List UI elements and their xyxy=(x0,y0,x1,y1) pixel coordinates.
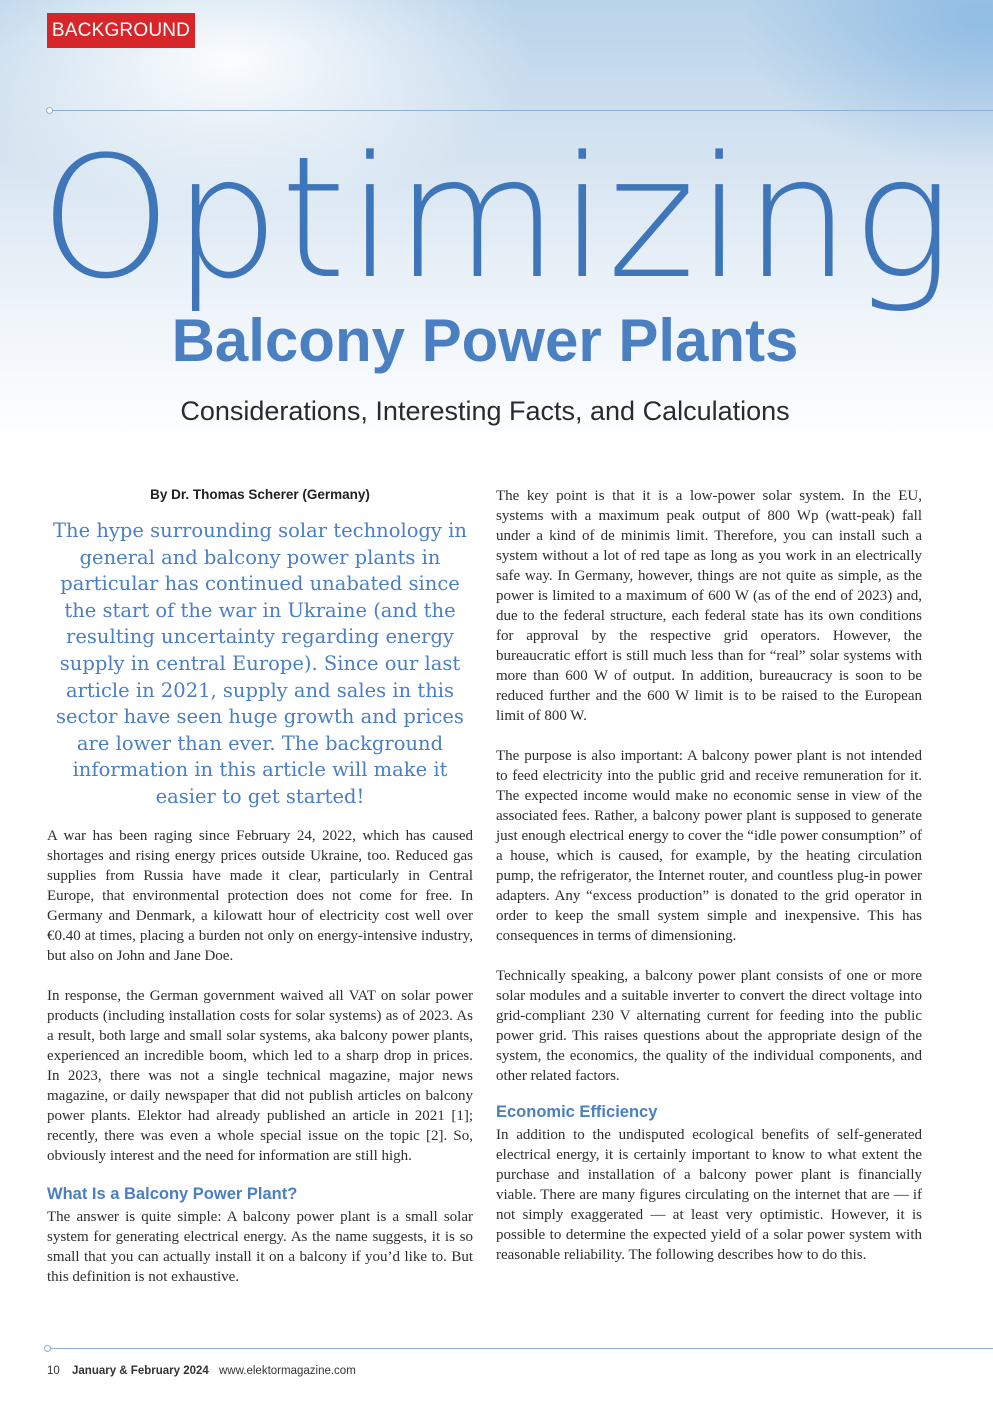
body-paragraph: The answer is quite simple: A balcony power plant is a small solar system for generating electrical energy. As the name suggests, it is so small that you can actually install it on a balcony if you’d like to. But this definition is not exhaustive. xyxy=(47,1209,473,1285)
body-paragraph: The key point is that it is a low-power solar system. In the EU, systems with a maximum peak output of 800 Wp (watt-peak) fall under a kind of de minimis limit. Therefore, you can install such a system without a lot of red tape as long as you work in an electrically safe way. In Germany, however, things are not quite as simple, as the power is limited to a maximum of 600 W (as of the end of 2023) and, due to the federal structure, each federal state has its own conditions for approval by the respective grid operators. However, the bureaucratic effort is still much less than for “real” solar systems with more than 600 W of output. In addition, bureaucracy is soon to be reduced further and the 600 W limit is to be raised to the European limit of 800 W. xyxy=(496,488,922,724)
body-paragraph: A war has been raging since February 24, 2022, which has caused shortages and rising energy prices outside Ukraine, too. Reduced gas supplies from Russia have made it clear, particularly in Central Europe, that environmental protection does not come for free. In Germany and Denmark, a kilowatt hour of electricity cost well over €0.40 at times, placing a burden not only on energy-intensive industry, but also on John and Jane Doe. xyxy=(47,828,473,964)
byline: By Dr. Thomas Scherer (Germany) xyxy=(150,487,370,502)
right-column xyxy=(496,486,922,1265)
left-column xyxy=(47,826,473,1287)
title-light: Optimizing xyxy=(39,120,954,316)
page-footer xyxy=(47,1363,356,1379)
section-heading: What Is a Balcony Power Plant? xyxy=(47,1185,298,1203)
title-bold: Balcony Power Plants xyxy=(171,307,799,374)
header-rule-dot xyxy=(46,107,53,114)
section-heading: Economic Efficiency xyxy=(496,1103,658,1121)
body-paragraph: The purpose is also important: A balcony power plant is not intended to feed electricity into the public grid and receive remuneration for it. The expected income would make no economic sense in view of the associated fees. Rather, a balcony power plant is supposed to generate just enough electrical energy to cover the “idle power consumption” of a house, which is caused, for example, by the heating circulation pump, the refrigerator, the Internet router, and countless plug-in power adapters. Any “excess production” is donated to the grid operator in order to keep the small system simple and inexpensive. This has consequences in terms of dimensioning. xyxy=(496,748,922,944)
section-tag: BACKGROUND xyxy=(47,13,195,48)
footer-rule xyxy=(47,1348,993,1349)
page-number: 10 xyxy=(47,1365,60,1377)
footer-rule-dot xyxy=(44,1345,51,1352)
body-paragraph: Technically speaking, a balcony power plant consists of one or more solar modules and a suitable inverter to convert the direct voltage into grid-compliant 230 V alternating current for feeding into the public power grid. This raises questions about the appropriate design of the system, the economics, the quality of the individual components, and other related factors. xyxy=(496,968,922,1084)
issue-date: January & February 2024 xyxy=(72,1365,209,1377)
website-link[interactable]: www.elektormagazine.com xyxy=(219,1365,356,1377)
lead-paragraph: The hype surrounding solar technology in general and balcony power plants in particular has continued unabated since the start of the war in Ukraine (and the resulting uncertainty regarding energy supply in central Europe). Since our last article in 2021, supply and sales in this sector have seen huge growth and prices are lower than ever. The background information in this article will make it easier to get started! xyxy=(53,519,467,808)
subtitle: Considerations, Interesting Facts, and Calculations xyxy=(180,396,790,426)
header-rule xyxy=(50,110,993,111)
body-paragraph: In response, the German government waived all VAT on solar power products (including installation costs for solar systems) as of 2023. As a result, both large and small solar systems, aka balcony power plants, experienced an incredible boom, which led to a sharp drop in prices. In 2023, there was not a single technical magazine, major news magazine, or daily newspaper that did not publish articles on balcony power plants. Elektor had already published an article in 2021 [1]; recently, there was even a whole special issue on the topic [2]. So, obviously interest and the need for information are still high. xyxy=(47,988,473,1164)
body-paragraph: In addition to the undisputed ecological benefits of self-generated electrical energy, it is certainly important to know to what extent the purchase and installation of a balcony power plant is financially viable. There are many figures circulating on the internet that are — if not simply exaggerated — at least very optimistic. However, it is possible to determine the expected yield of a solar power system with reasonable reliability. The following describes how to do this. xyxy=(496,1127,922,1263)
